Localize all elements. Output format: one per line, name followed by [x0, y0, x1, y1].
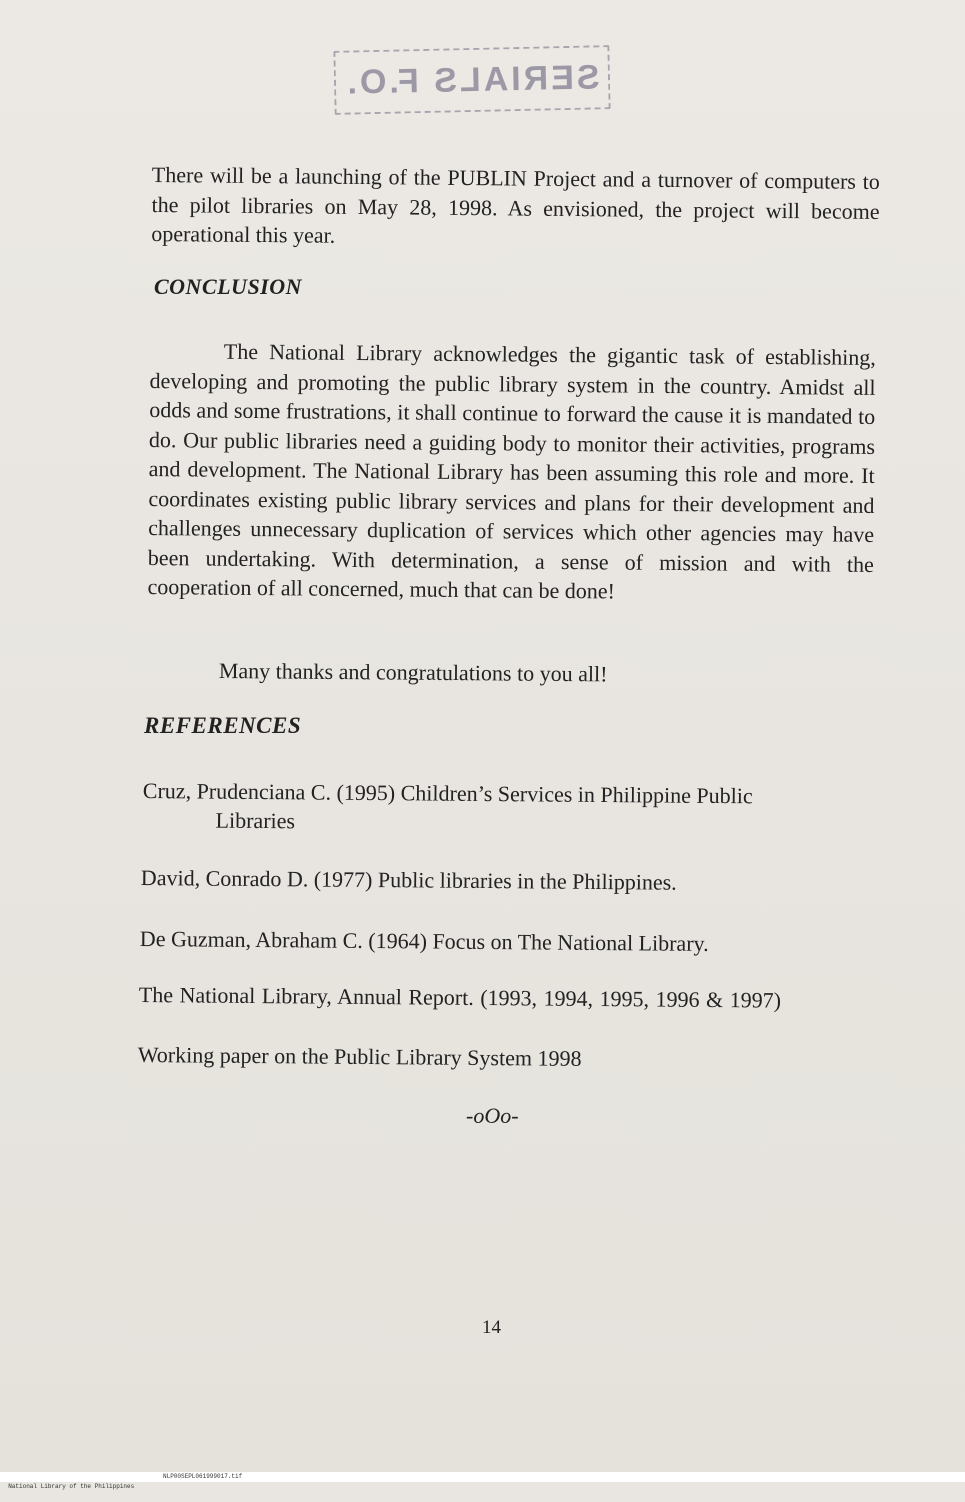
page-number: 14 [482, 1317, 501, 1338]
reference-item: Working paper on the Public Library System 1998 [137, 1041, 582, 1071]
conclusion-paragraph: The National Library acknowledges the gigantic task of establishing, developing and promoting the public library system in the country. Amidst all odds and some frustrations, it shall continue to forward the cause it is mandated to do. Our public libraries need a guiding body to monitor their activities, programs and development. The National Library has been assuming this role and more. It coordinates existing public library services and plans for their development and challenges unnecessary duplication of services which other agencies may have been undertaking. With determination, a sense of mission and with the cooperation of all concerned, much that can be done! [147, 338, 876, 604]
reference-item: De Guzman, Abraham C. (1964) Focus on The National Library. [139, 925, 709, 956]
conclusion-heading: CONCLUSION [154, 274, 303, 299]
footer-filename: NLP00SEPL061999017.tif [163, 1473, 243, 1480]
reference-item [142, 776, 842, 840]
reference-text: Cruz, Prudenciana C. (1995) Children’s Services in Philippine Public [142, 777, 753, 809]
references-heading: REFERENCES [144, 713, 302, 738]
thanks-line: Many thanks and congratulations to you all! [218, 658, 608, 687]
reference-item: The National Library, Annual Report. (1993, 1994, 1995, 1996 & 1997) [138, 981, 782, 1013]
footer-institution: National Library of the Philippines [8, 1483, 135, 1490]
intro-paragraph: There will be a launching of the PUBLIN Project and a turnover of computers to the pilot libraries on May 28, 1998. As envisioned, the project will become operational this year. [151, 161, 880, 248]
end-mark: -oOo- [466, 1103, 519, 1128]
serials-stamp [333, 45, 610, 115]
reference-item: David, Conrado D. (1977) Public libraries in the Philippines. [140, 864, 677, 895]
reference-text-continued: Libraries [215, 807, 296, 834]
stamp-text: SERIALS F.O. [344, 57, 600, 102]
scan-footer [0, 1472, 965, 1490]
